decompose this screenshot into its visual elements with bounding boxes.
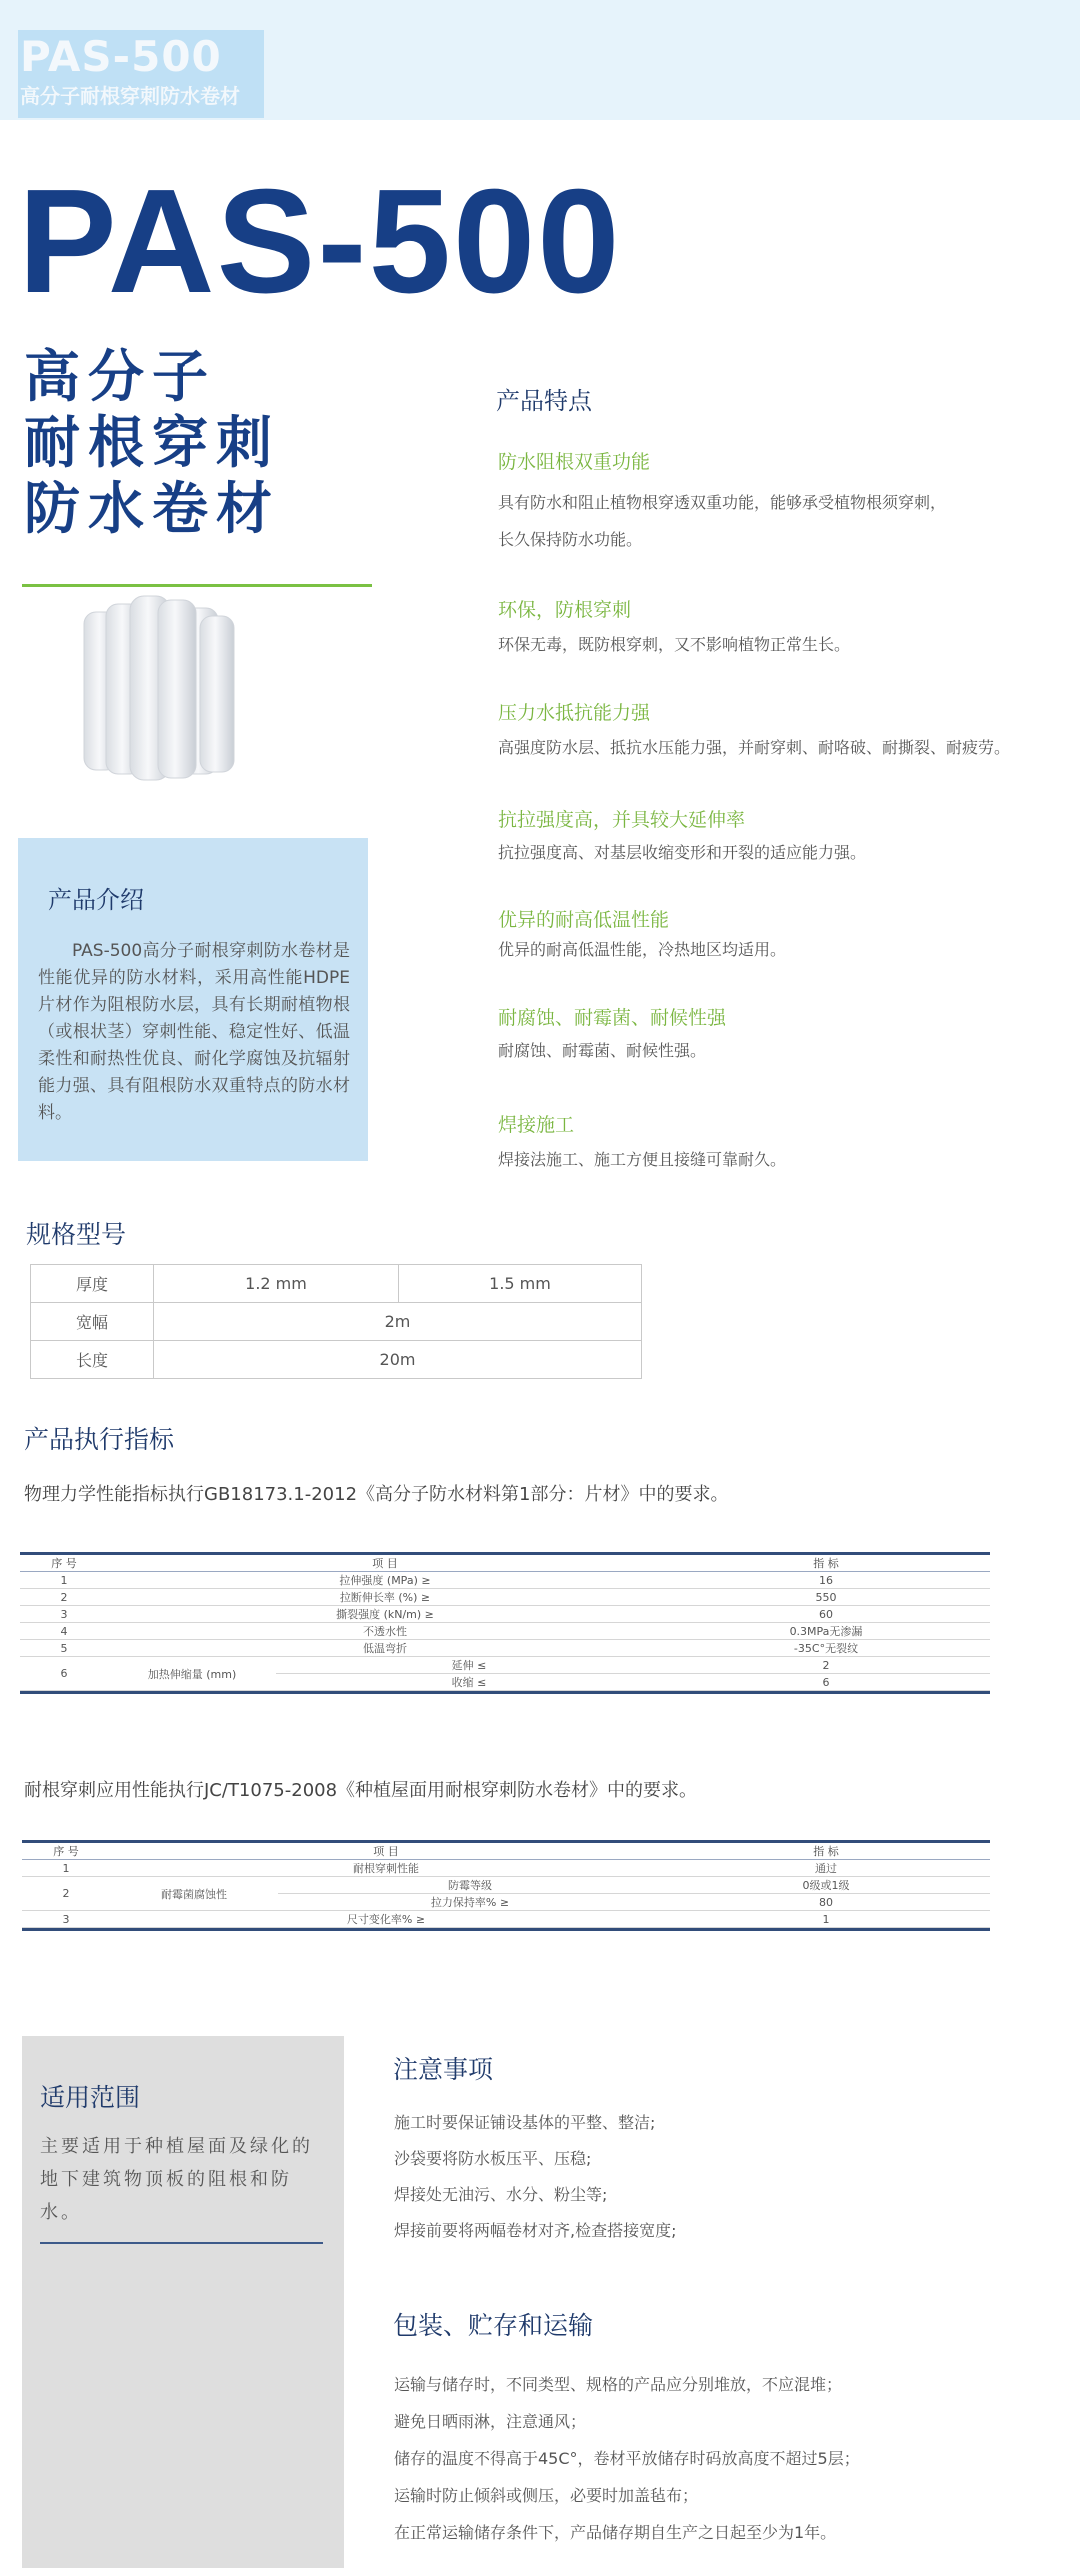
cell-item: 尺寸变化率% ≥ [110, 1911, 662, 1928]
table-row [20, 1623, 990, 1640]
membrane-rolls-image [70, 590, 250, 790]
header-product-subtitle: 高分子耐根穿刺防水卷材 [20, 84, 240, 108]
spec-label-width: 宽幅 [31, 1303, 154, 1341]
col-header-no: 序 号 [22, 1843, 110, 1860]
feature-text-6: 耐腐蚀、耐霉菌、耐候性强。 [498, 1041, 707, 1060]
feature-text-2: 环保无毒，既防根穿刺，又不影响植物正常生长。 [498, 635, 851, 654]
cell-value: 60 [662, 1606, 990, 1623]
feature-heading-7: 焊接施工 [498, 1114, 575, 1136]
scope-title: 适用范围 [40, 2083, 141, 2112]
feature-heading-1: 防水阻根双重功能 [498, 451, 651, 473]
notes-title: 注意事项 [393, 2055, 494, 2084]
intro-title: 产品介绍 [48, 886, 144, 914]
cell-sub-item: 防霉等级 [278, 1877, 662, 1894]
scope-text: 主要适用于种植屋面及绿化的地下建筑物顶板的阻根和防水。 [40, 2136, 313, 2223]
col-header-value: 指 标 [662, 1843, 990, 1860]
feature-text-7: 焊接法施工、施工方便且接缝可靠耐久。 [498, 1150, 787, 1169]
indicator-table-1 [20, 1552, 990, 1694]
feature-heading-2: 环保，防根穿刺 [498, 599, 632, 621]
table-row [20, 1589, 990, 1606]
cell-value: 0级或1级 [662, 1877, 990, 1894]
scope-divider [40, 2242, 323, 2244]
table-row [31, 1265, 642, 1303]
cell-value: 2 [662, 1657, 990, 1674]
table-row [20, 1606, 990, 1623]
feature-text-1a: 具有防水和阻止植物根穿透双重功能，能够承受植物根须穿刺， [498, 493, 947, 512]
cell-value: 16 [662, 1572, 990, 1589]
cell-sub-item: 拉力保持率% ≥ [278, 1894, 662, 1911]
table-row [20, 1640, 990, 1657]
note-line-1: 施工时要保证铺设基体的平整、整洁; [394, 2113, 656, 2132]
table-header-row [22, 1843, 990, 1860]
table-row [31, 1303, 642, 1341]
indicator-table-2 [22, 1840, 990, 1931]
hero-title: PAS-500 [18, 159, 622, 324]
intro-text [38, 938, 350, 1127]
spec-table [30, 1264, 642, 1379]
header-product-code: PAS-500 [20, 32, 222, 81]
packaging-title: 包装、贮存和运输 [393, 2311, 594, 2340]
cell-sub-item: 收缩 ≤ [276, 1674, 662, 1691]
table-row [22, 1911, 990, 1928]
cell-no: 3 [20, 1606, 108, 1623]
cell-value: 80 [662, 1894, 990, 1911]
cell-group: 耐霉菌腐蚀性 [110, 1877, 278, 1911]
cell-group: 加热伸缩量 (mm) [108, 1657, 276, 1691]
spec-width-value: 2m [154, 1303, 642, 1341]
packaging-line-4: 运输时防止倾斜或侧压，必要时加盖毡布； [394, 2486, 699, 2505]
cell-value: 1 [662, 1911, 990, 1928]
cell-item: 拉断伸长率 (%) ≥ [108, 1589, 662, 1606]
cell-value: 550 [662, 1589, 990, 1606]
cell-no: 2 [20, 1589, 108, 1606]
execution-standard-1: 物理力学性能指标执行GB18173.1-2012《高分子防水材料第1部分：片材》中的要求。 [24, 1484, 729, 1505]
feature-text-4: 抗拉强度高、对基层收缩变形和开裂的适应能力强。 [498, 843, 867, 862]
spec-label-thickness: 厚度 [31, 1265, 154, 1303]
feature-heading-6: 耐腐蚀、耐霉菌、耐候性强 [498, 1007, 727, 1029]
cell-no: 4 [20, 1623, 108, 1640]
spec-length-value: 20m [154, 1341, 642, 1379]
packaging-line-3: 储存的温度不得高于45C°，卷材平放储存时码放高度不超过5层； [394, 2449, 860, 2468]
spec-title: 规格型号 [26, 1220, 127, 1249]
table-row [20, 1657, 990, 1674]
features-title: 产品特点 [496, 387, 592, 415]
product-name-line-3: 防水卷材 [24, 477, 280, 542]
product-name-line-1: 高分子 [24, 345, 216, 410]
cell-no: 1 [22, 1860, 110, 1877]
cell-item: 拉伸强度 (MPa) ≥ [108, 1572, 662, 1589]
col-header-item: 项 目 [108, 1555, 662, 1572]
feature-text-3: 高强度防水层、抵抗水压能力强，并耐穿刺、耐咯破、耐撕裂、耐疲劳。 [498, 738, 1011, 757]
note-line-3: 焊接处无油污、水分、粉尘等; [394, 2185, 608, 2204]
cell-item: 撕裂强度 (kN/m) ≥ [108, 1606, 662, 1623]
cell-no: 3 [22, 1911, 110, 1928]
col-header-no: 序 号 [20, 1555, 108, 1572]
cell-value: 0.3MPa无渗漏 [662, 1623, 990, 1640]
scope-panel [22, 2036, 344, 2568]
table-bottom-rule [22, 1928, 990, 1931]
col-header-item: 项 目 [110, 1843, 662, 1860]
execution-standard-2: 耐根穿刺应用性能执行JC/T1075-2008《种植屋面用耐根穿刺防水卷材》中的要求。 [24, 1780, 698, 1801]
spec-thickness-2: 1.5 mm [399, 1265, 642, 1303]
cell-no: 2 [22, 1877, 110, 1911]
product-name-line-2: 耐根穿刺 [24, 411, 280, 476]
col-header-value: 指 标 [662, 1555, 990, 1572]
table-row [22, 1860, 990, 1877]
cell-item: 低温弯折 [108, 1640, 662, 1657]
spec-label-length: 长度 [31, 1341, 154, 1379]
packaging-line-2: 避免日晒雨淋，注意通风； [394, 2412, 587, 2431]
cell-no: 1 [20, 1572, 108, 1589]
feature-heading-5: 优异的耐高低温性能 [498, 909, 670, 931]
intro-body: PAS-500高分子耐根穿刺防水卷材是性能优异的防水材料，采用高性能HDPE片材作为阻根防水层，具有长期耐植物根（或根状茎）穿刺性能、稳定性好、低温柔性和耐热性优良、耐化学腐蚀及抗辐射能力强、具有阻根防水双重特点的防水材料。 [38, 941, 350, 1123]
cell-value: -35C°无裂纹 [662, 1640, 990, 1657]
packaging-line-1: 运输与储存时，不同类型、规格的产品应分别堆放，不应混堆； [394, 2375, 843, 2394]
cell-item: 不透水性 [108, 1623, 662, 1640]
note-line-4: 焊接前要将两幅卷材对齐,检查搭接宽度; [394, 2221, 677, 2240]
cell-item: 耐根穿刺性能 [110, 1860, 662, 1877]
packaging-line-5: 在正常运输储存条件下，产品储存期自生产之日起至少为1年。 [394, 2523, 837, 2542]
table-row [31, 1341, 642, 1379]
table-header-row [20, 1555, 990, 1572]
note-line-2: 沙袋要将防水板压平、压稳; [394, 2149, 592, 2168]
table-row [22, 1877, 990, 1894]
table-row [20, 1572, 990, 1589]
table-bottom-rule [20, 1691, 990, 1694]
green-divider [22, 584, 372, 587]
feature-text-5: 优异的耐高低温性能，冷热地区均适用。 [498, 940, 787, 959]
cell-no: 6 [20, 1657, 108, 1691]
feature-heading-3: 压力水抵抗能力强 [498, 702, 651, 724]
feature-text-1b: 长久保持防水功能。 [498, 530, 643, 549]
execution-title: 产品执行指标 [24, 1425, 175, 1454]
spec-thickness-1: 1.2 mm [154, 1265, 399, 1303]
cell-no: 5 [20, 1640, 108, 1657]
cell-value: 通过 [662, 1860, 990, 1877]
cell-value: 6 [662, 1674, 990, 1691]
cell-sub-item: 延伸 ≤ [276, 1657, 662, 1674]
feature-heading-4: 抗拉强度高，并具较大延伸率 [498, 809, 746, 831]
